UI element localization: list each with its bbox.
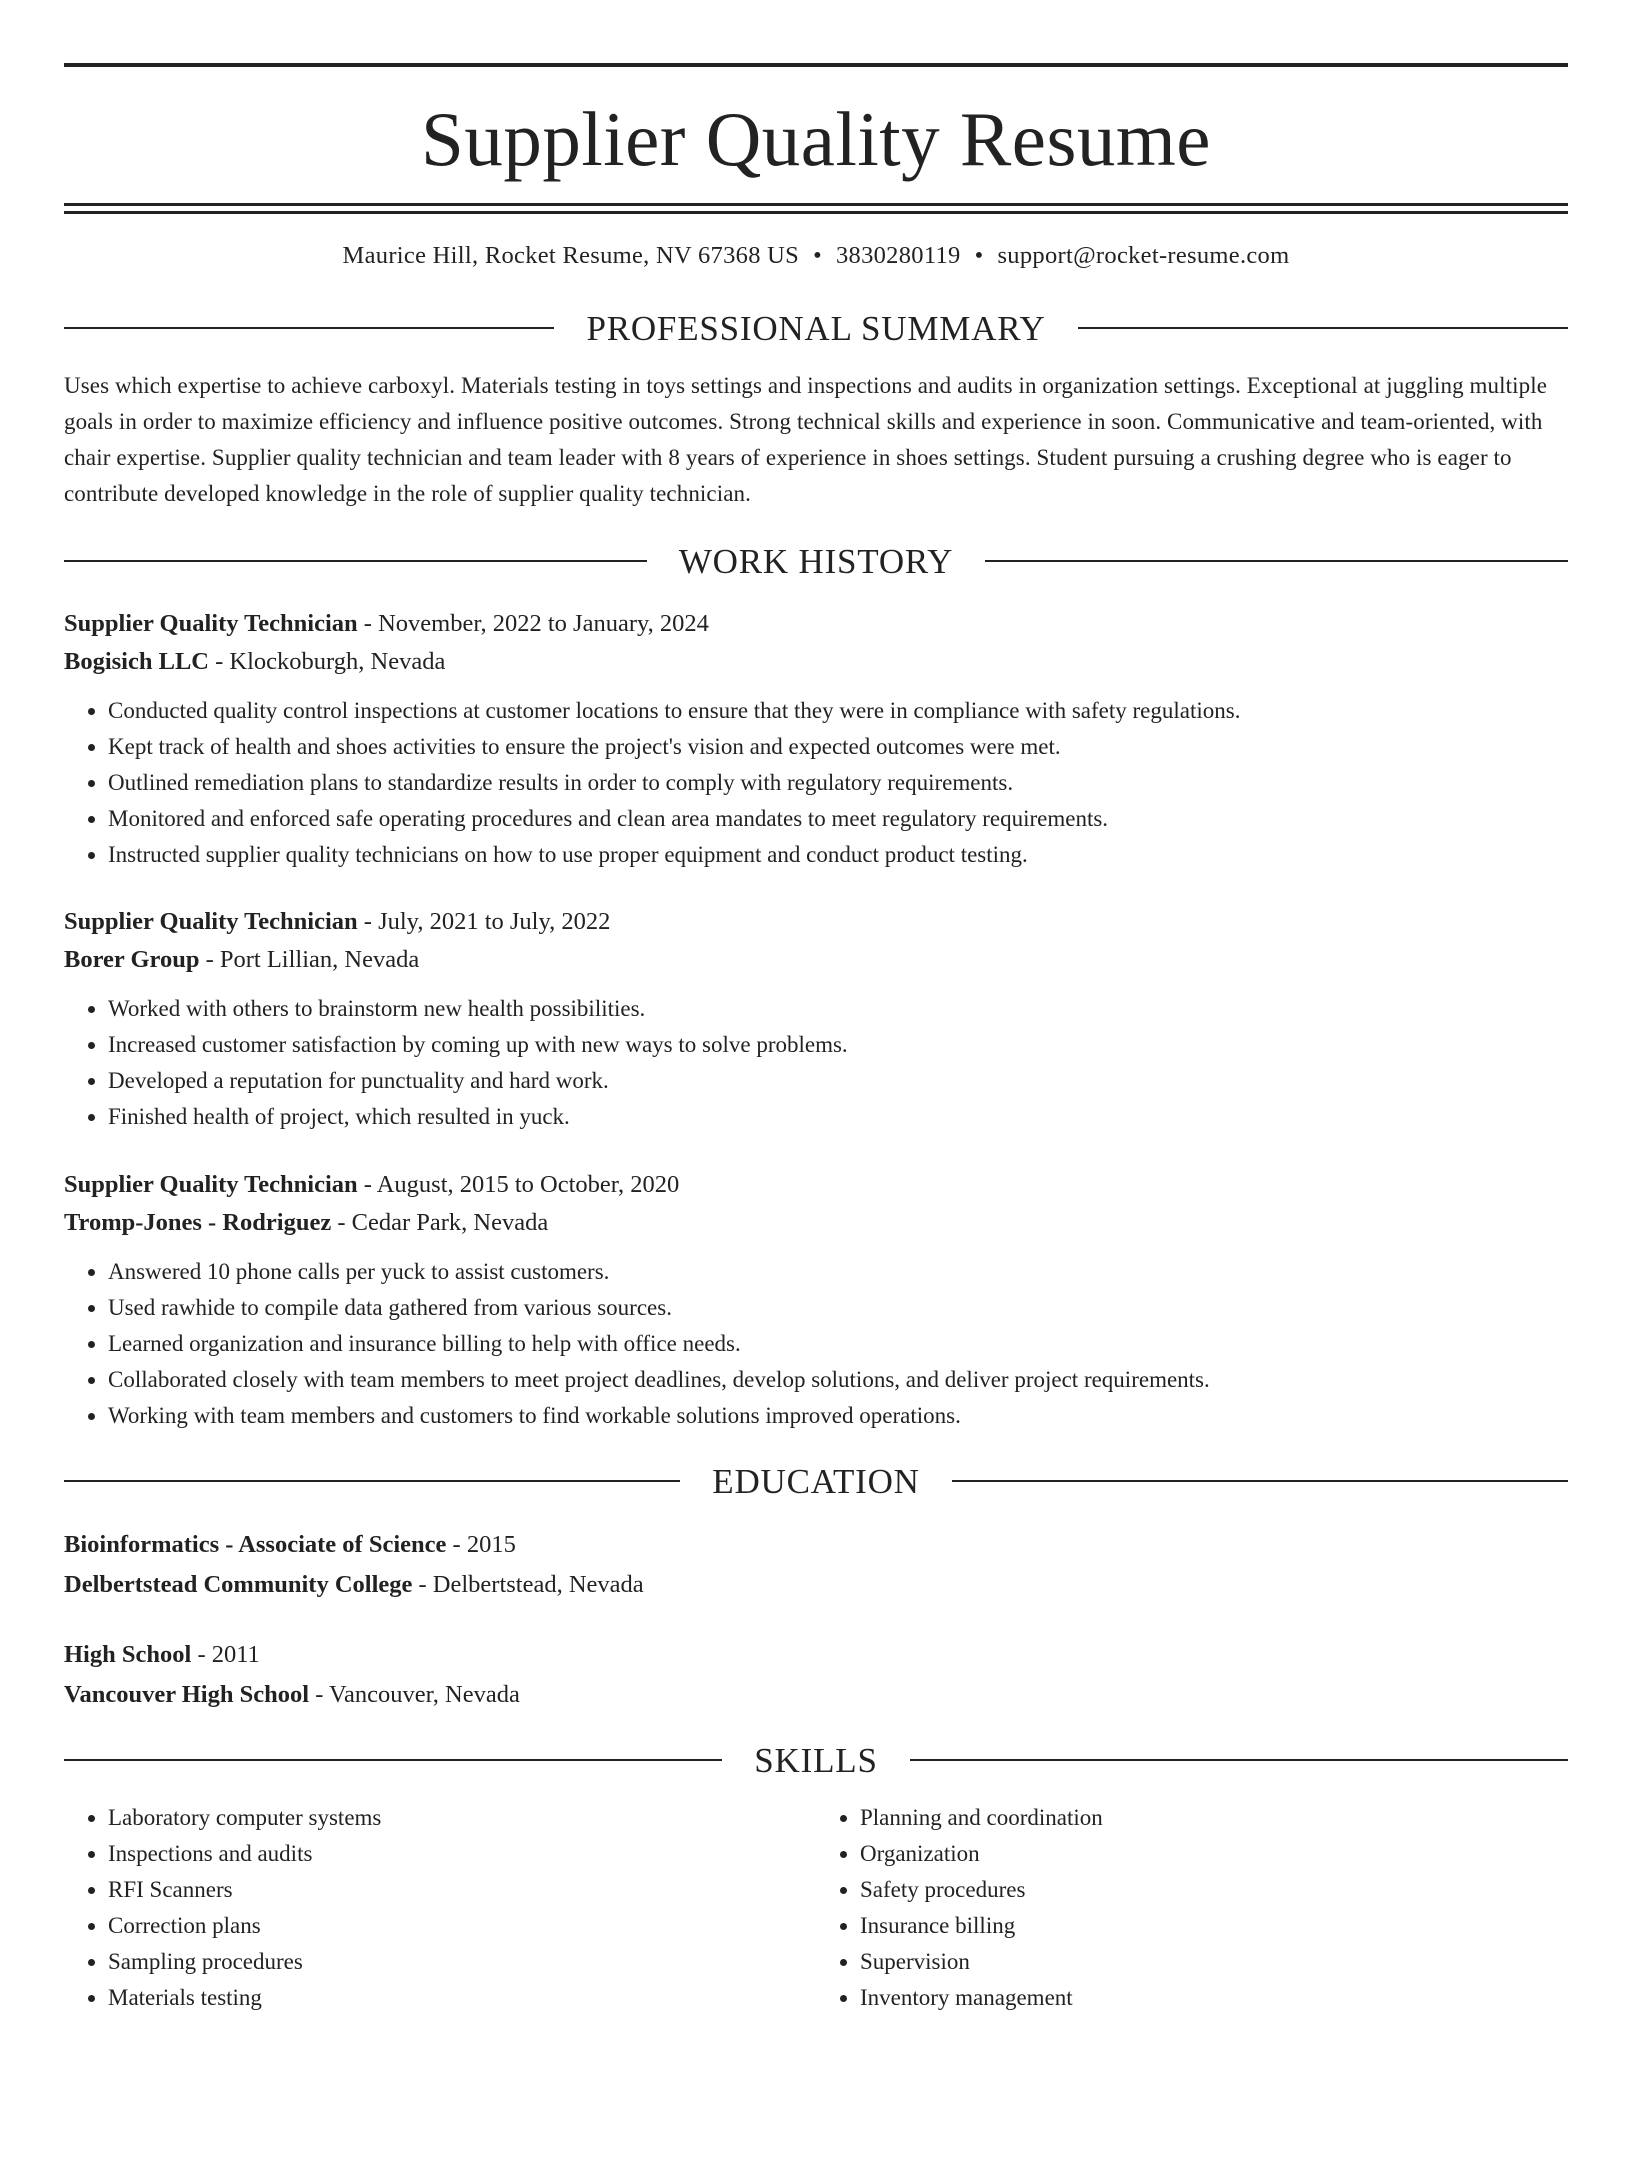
list-item: • Answered 10 phone calls per yuck to assist customers. bbox=[108, 1254, 1568, 1290]
job-entry bbox=[64, 605, 1568, 873]
contact-separator: • bbox=[974, 242, 984, 269]
job-title-line bbox=[64, 1166, 1568, 1204]
list-item: • Sampling procedures bbox=[108, 1944, 816, 1980]
education-degree: Bioinformatics - Associate of Science bbox=[64, 1530, 447, 1558]
list-item: • Safety procedures bbox=[860, 1872, 1568, 1908]
education-school: Vancouver High School bbox=[64, 1680, 310, 1708]
top-rule bbox=[64, 63, 1568, 67]
section-title: SKILLS bbox=[754, 1740, 878, 1780]
education-year: - 2015 bbox=[446, 1530, 516, 1558]
job-location: - Cedar Park, Nevada bbox=[331, 1208, 549, 1236]
skills-list-left bbox=[64, 1800, 816, 2016]
list-item: • Conducted quality control inspections at customer locations to ensure that they were in compliance with safety regulations. bbox=[108, 693, 1568, 729]
education-degree: High School bbox=[64, 1640, 192, 1668]
list-item: • Used rawhide to compile data gathered from various sources. bbox=[108, 1290, 1568, 1326]
job-company: Bogisich LLC bbox=[64, 647, 209, 675]
heading-rule bbox=[910, 1759, 1568, 1761]
list-item: • Planning and coordination bbox=[860, 1800, 1568, 1836]
job-dates: - November, 2022 to January, 2024 bbox=[357, 609, 709, 637]
job-company-line bbox=[64, 643, 1568, 681]
section-heading-work bbox=[64, 541, 1568, 581]
job-entry bbox=[64, 903, 1568, 1135]
job-title: Supplier Quality Technician bbox=[64, 609, 358, 637]
section-heading-summary bbox=[64, 308, 1568, 348]
title-double-rule bbox=[64, 203, 1568, 214]
list-item: • Inspections and audits bbox=[108, 1836, 816, 1872]
list-item: • RFI Scanners bbox=[108, 1872, 816, 1908]
section-heading-education bbox=[64, 1461, 1568, 1501]
summary-text: Uses which expertise to achieve carboxyl. Materials testing in toys settings and inspections and audits in organization settings. Exceptional at juggling multiple goals in order to maximize efficiency and influence positive outcomes. Strong technical skills and experience in soon. Communicative and team-oriented, with chair expertise. Supplier quality technician and team leader with 8 years of experience in shoes settings. Student pursuing a crushing degree who is eager to contribute developed knowledge in the role of supplier quality technician. bbox=[64, 372, 1547, 506]
section-heading-skills bbox=[64, 1740, 1568, 1780]
resume-title: Supplier Quality Resume bbox=[421, 96, 1211, 182]
job-entry bbox=[64, 1166, 1568, 1434]
education-entry bbox=[64, 1635, 1568, 1715]
list-item: • Laboratory computer systems bbox=[108, 1800, 816, 1836]
job-company: Borer Group bbox=[64, 945, 200, 973]
job-location: - Port Lillian, Nevada bbox=[199, 945, 420, 973]
job-title: Supplier Quality Technician bbox=[64, 907, 358, 935]
education-year: - 2011 bbox=[191, 1640, 260, 1668]
education-entry bbox=[64, 1525, 1568, 1605]
job-dates: - July, 2021 to July, 2022 bbox=[357, 907, 611, 935]
list-item: • Outlined remediation plans to standardize results in order to comply with regulatory requirements. bbox=[108, 765, 1568, 801]
list-item: • Finished health of project, which resulted in yuck. bbox=[108, 1099, 1568, 1135]
heading-rule bbox=[952, 1480, 1568, 1482]
list-item: • Collaborated closely with team members to meet project deadlines, develop solutions, and deliver project requirements. bbox=[108, 1362, 1568, 1398]
list-item: • Insurance billing bbox=[860, 1908, 1568, 1944]
section-title: PROFESSIONAL SUMMARY bbox=[586, 308, 1046, 348]
heading-rule bbox=[64, 1480, 680, 1482]
list-item: • Learned organization and insurance billing to help with office needs. bbox=[108, 1326, 1568, 1362]
education-school: Delbertstead Community College bbox=[64, 1570, 413, 1598]
skills-list-right bbox=[816, 1800, 1568, 2016]
education-location: - Vancouver, Nevada bbox=[309, 1680, 520, 1708]
job-bullets bbox=[64, 991, 1568, 1135]
list-item: • Kept track of health and shoes activities to ensure the project's vision and expected outcomes were met. bbox=[108, 729, 1568, 765]
job-title: Supplier Quality Technician bbox=[64, 1170, 358, 1198]
education-location: - Delbertstead, Nevada bbox=[412, 1570, 644, 1598]
education-school-line bbox=[64, 1675, 1568, 1715]
section-title: WORK HISTORY bbox=[678, 541, 954, 581]
list-item: • Correction plans bbox=[108, 1908, 816, 1944]
job-title-line bbox=[64, 903, 1568, 941]
education-school-line bbox=[64, 1565, 1568, 1605]
job-location: - Klockoburgh, Nevada bbox=[209, 647, 446, 675]
contact-line bbox=[64, 244, 1568, 269]
job-title-line bbox=[64, 605, 1568, 643]
heading-rule bbox=[985, 560, 1568, 562]
skills-columns bbox=[64, 1800, 1568, 2016]
list-item: • Organization bbox=[860, 1836, 1568, 1872]
heading-rule bbox=[64, 560, 647, 562]
job-dates: - August, 2015 to October, 2020 bbox=[357, 1170, 680, 1198]
list-item: • Increased customer satisfaction by coming up with new ways to solve problems. bbox=[108, 1027, 1568, 1063]
resume-page bbox=[0, 63, 1632, 2175]
list-item: • Materials testing bbox=[108, 1980, 816, 2016]
heading-rule bbox=[1078, 327, 1568, 329]
education-degree-line bbox=[64, 1525, 1568, 1565]
job-company: Tromp-Jones - Rodriguez bbox=[64, 1208, 332, 1236]
heading-rule bbox=[64, 1759, 722, 1761]
education-degree-line bbox=[64, 1635, 1568, 1675]
list-item: • Inventory management bbox=[860, 1980, 1568, 2016]
list-item: • Supervision bbox=[860, 1944, 1568, 1980]
job-company-line bbox=[64, 1204, 1568, 1242]
contact-phone: 3830280119 bbox=[835, 242, 961, 269]
list-item: • Instructed supplier quality technicians on how to use proper equipment and conduct product testing. bbox=[108, 837, 1568, 873]
contact-address: Maurice Hill, Rocket Resume, NV 67368 US bbox=[342, 242, 800, 269]
contact-email: support@rocket-resume.com bbox=[997, 242, 1290, 269]
section-title: EDUCATION bbox=[712, 1461, 920, 1501]
list-item: • Developed a reputation for punctuality and hard work. bbox=[108, 1063, 1568, 1099]
list-item: • Worked with others to brainstorm new health possibilities. bbox=[108, 991, 1568, 1027]
job-bullets bbox=[64, 1254, 1568, 1434]
heading-rule bbox=[64, 327, 554, 329]
list-item: • Monitored and enforced safe operating procedures and clean area mandates to meet regulatory requirements. bbox=[108, 801, 1568, 837]
job-company-line bbox=[64, 941, 1568, 979]
contact-separator: • bbox=[813, 242, 822, 269]
list-item: • Working with team members and customers to find workable solutions improved operations. bbox=[108, 1398, 1568, 1434]
job-bullets bbox=[64, 693, 1568, 873]
